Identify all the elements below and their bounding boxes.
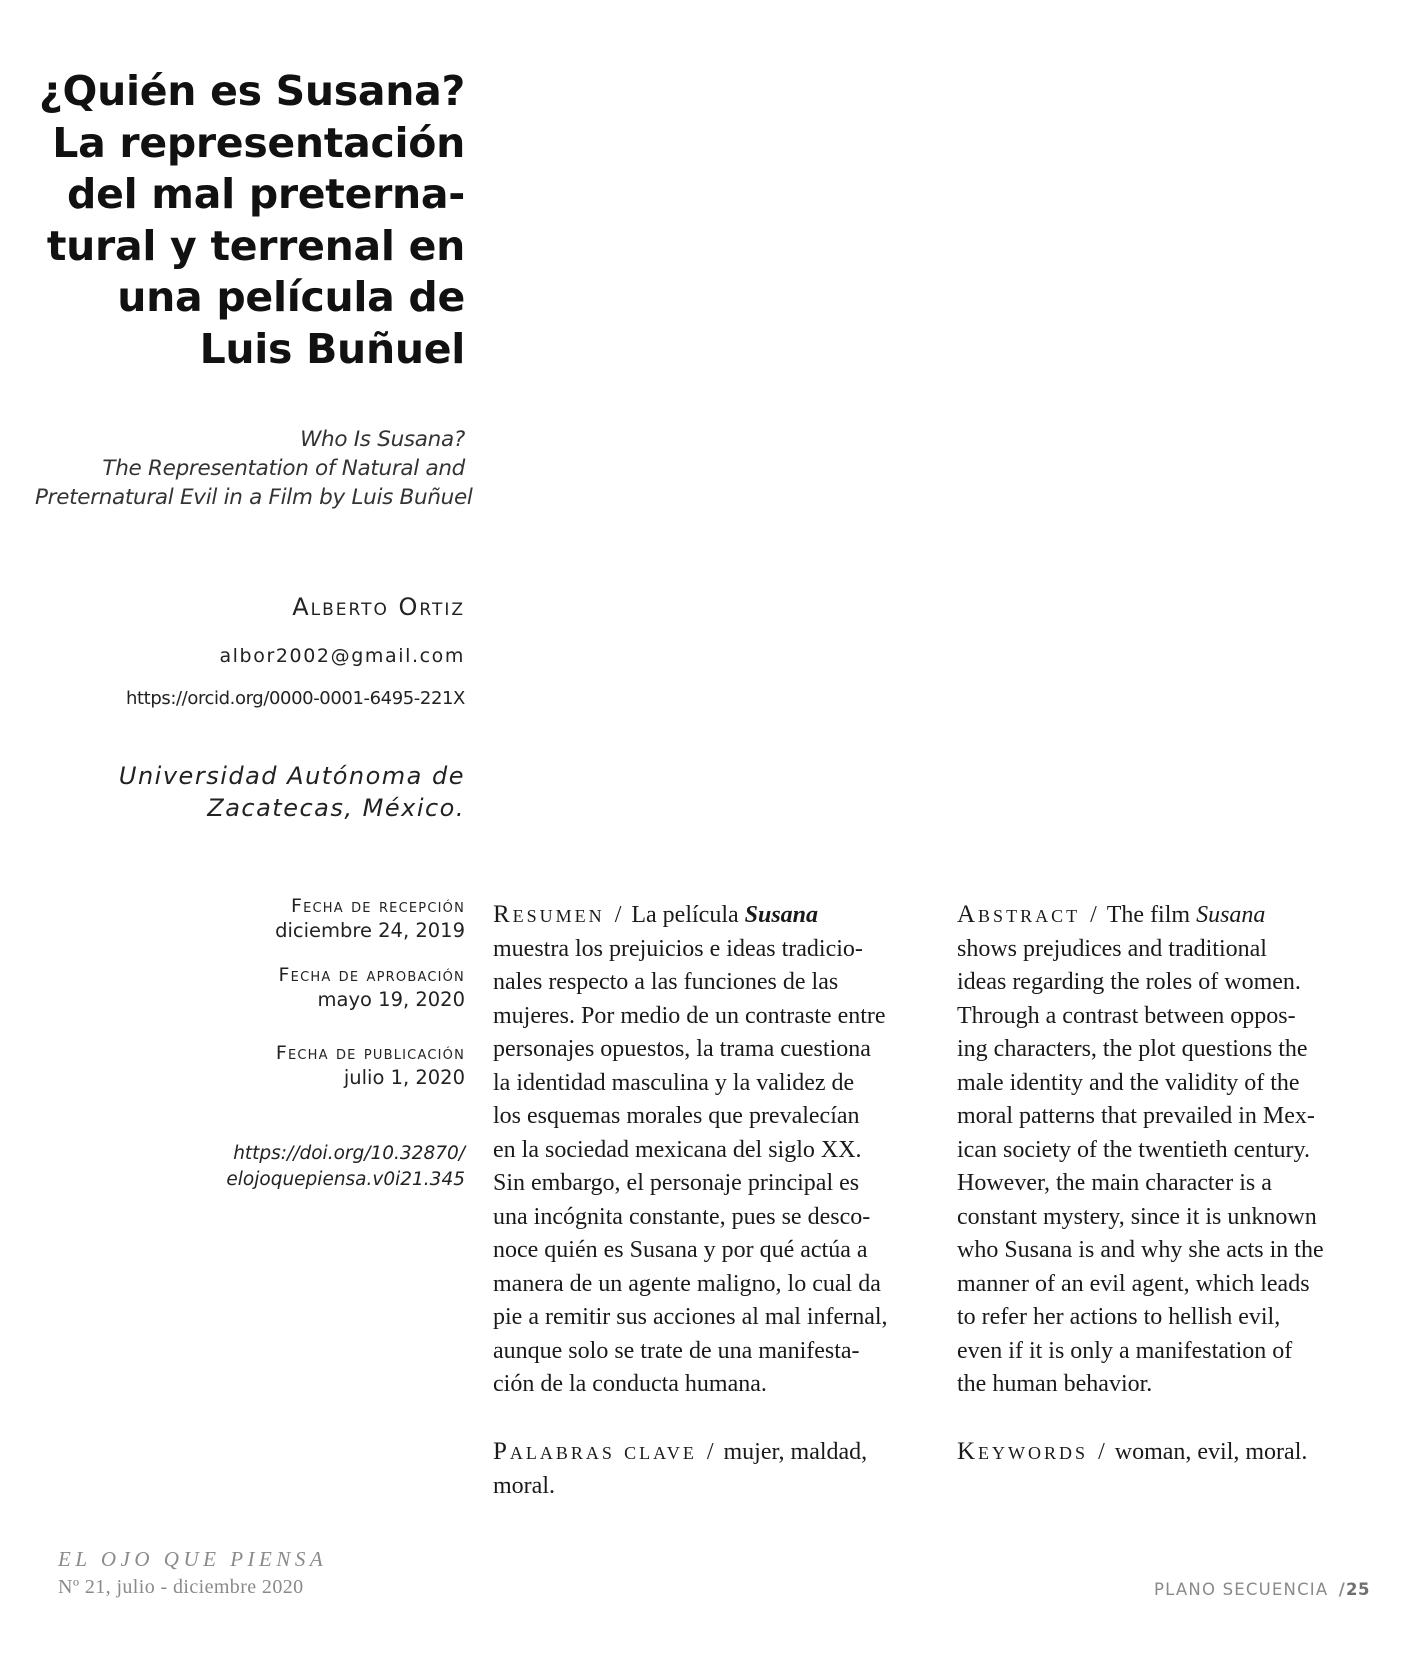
doi-link[interactable]: [226, 1141, 465, 1193]
abstract-line: shows prejudices and traditional: [957, 935, 1267, 962]
palabras-clave-line: [493, 1435, 933, 1470]
abstract-first-line: [957, 898, 1397, 933]
resumen-column: [493, 898, 933, 1503]
abstract-line: However, the main character is a: [957, 1170, 1272, 1196]
keywords-separator: /: [1098, 1439, 1105, 1465]
resumen-first-line: [493, 898, 933, 933]
title-line: ¿Quién es Susana?: [39, 67, 465, 115]
received-date-label: Fecha de recepción: [290, 895, 465, 917]
page-number: 25: [1346, 1580, 1370, 1599]
author-affiliation: [35, 760, 465, 824]
palabras-clave-values: mujer, maldad,: [723, 1439, 868, 1465]
keywords-values: woman, evil, moral.: [1114, 1439, 1308, 1465]
abstract-line: ican society of the twentieth century.: [957, 1136, 1310, 1163]
resumen-line: nales respecto a las funciones de las: [493, 969, 839, 995]
abstract-line: ideas regarding the roles of women.: [957, 969, 1301, 995]
resumen-line: manera de un agente maligno, lo cual da: [493, 1270, 881, 1297]
abstract-line: constant mystery, since it is unknown: [957, 1203, 1317, 1230]
author-name: Alberto Ortiz: [292, 593, 465, 621]
abstract-line: Through a contrast between oppos-: [957, 1002, 1296, 1029]
received-date-value: diciembre 24, 2019: [275, 919, 465, 942]
abstract-heading: Abstract: [957, 901, 1081, 928]
abstract-column: [957, 898, 1397, 1470]
published-date: [276, 1041, 465, 1091]
resumen-line: mujeres. Por medio de un contraste entre: [493, 1002, 886, 1029]
affiliation-line: Zacatecas, México.: [207, 794, 465, 822]
affiliation-line: Universidad Autónoma de: [118, 762, 465, 790]
abstract-line: male identity and the validity of the: [957, 1069, 1300, 1096]
abstract-separator: /: [1090, 902, 1097, 928]
title-line: Luis Buñuel: [199, 324, 465, 373]
author-email[interactable]: albor2002@gmail.com: [219, 645, 465, 667]
received-date: [275, 894, 465, 944]
published-date-label: Fecha de publicación: [275, 1042, 465, 1064]
abstract-line: ing characters, the plot questions the: [957, 1036, 1308, 1062]
subtitle-line: Preternatural Evil in a Film by Luis Buñuel: [35, 485, 473, 510]
paragraph-gap: [957, 1402, 1397, 1436]
resumen-line: ción de la conducta humana.: [493, 1371, 767, 1397]
title-line: del mal preterna-: [67, 170, 465, 218]
title-line: una película de: [117, 273, 465, 321]
abstract-first-text: The film: [1106, 902, 1197, 928]
resumen-line: la identidad masculina y la validez de: [493, 1069, 855, 1096]
section-footer: [1154, 1580, 1370, 1599]
palabras-clave-heading: Palabras clave: [493, 1438, 697, 1465]
doi-line[interactable]: https://doi.org/10.32870/: [233, 1143, 465, 1164]
resumen-line: personajes opuestos, la trama cuestiona: [493, 1036, 871, 1062]
published-date-value: julio 1, 2020: [343, 1066, 465, 1089]
author-orcid-link[interactable]: https://orcid.org/0000-0001-6495-221X: [126, 688, 465, 709]
resumen-line: pie a remitir sus acciones al mal infernal,: [493, 1304, 888, 1330]
palabras-clave-continuation: moral.: [493, 1472, 555, 1499]
abstract-line: manner of an evil agent, which leads: [957, 1270, 1310, 1297]
abstract-line: the human behavior.: [957, 1371, 1153, 1397]
abstract-line: to refer her actions to hellish evil,: [957, 1304, 1281, 1330]
title-line: tural y terrenal en: [46, 221, 465, 270]
approved-date: [279, 963, 465, 1013]
article-title: [35, 66, 465, 375]
journal-issue: Nº 21, julio - diciembre 2020: [58, 1576, 304, 1598]
abstract-line: who Susana is and why she acts in the: [957, 1237, 1324, 1263]
resumen-line: noce quién es Susana y por qué actúa a: [493, 1237, 868, 1263]
resumen-film-title: Susana: [744, 902, 819, 928]
english-title: [35, 425, 473, 512]
title-line: La representación: [52, 118, 465, 167]
resumen-line: Sin embargo, el personaje principal es: [493, 1170, 860, 1196]
paragraph-gap: [493, 1402, 933, 1436]
journal-footer: [58, 1545, 327, 1601]
resumen-first-text: La película: [631, 902, 745, 928]
abstract-line: even if it is only a manifestation of: [957, 1337, 1293, 1364]
approved-date-value: mayo 19, 2020: [317, 988, 465, 1011]
approved-date-label: Fecha de aprobación: [278, 964, 465, 986]
resumen-heading: Resumen: [493, 901, 605, 928]
resumen-line: aunque solo se trate de una manifesta-: [493, 1337, 860, 1364]
resumen-line: muestra los prejuicios e ideas tradicio-: [493, 935, 863, 962]
resumen-line: en la sociedad mexicana del siglo XX.: [493, 1136, 862, 1163]
journal-name: EL OJO QUE PIENSA: [58, 1547, 328, 1571]
doi-line[interactable]: elojoquepiensa.v0i21.345: [226, 1169, 465, 1190]
section-name: PLANO SECUENCIA: [1154, 1580, 1329, 1599]
resumen-separator: /: [614, 902, 622, 928]
abstract-film-title: Susana: [1196, 902, 1266, 928]
subtitle-line: Who Is Susana?: [300, 427, 465, 452]
page-slash: /: [1338, 1580, 1347, 1599]
keywords-line: [957, 1435, 1397, 1470]
subtitle-line: The Representation of Natural and: [102, 456, 465, 481]
resumen-line: los esquemas morales que prevalecían: [493, 1103, 860, 1129]
resumen-line: una incógnita constante, pues se desco-: [493, 1203, 871, 1230]
palabras-clave-separator: /: [706, 1439, 714, 1465]
keywords-heading: Keywords: [957, 1438, 1089, 1465]
abstract-line: moral patterns that prevailed in Mex-: [957, 1103, 1315, 1129]
